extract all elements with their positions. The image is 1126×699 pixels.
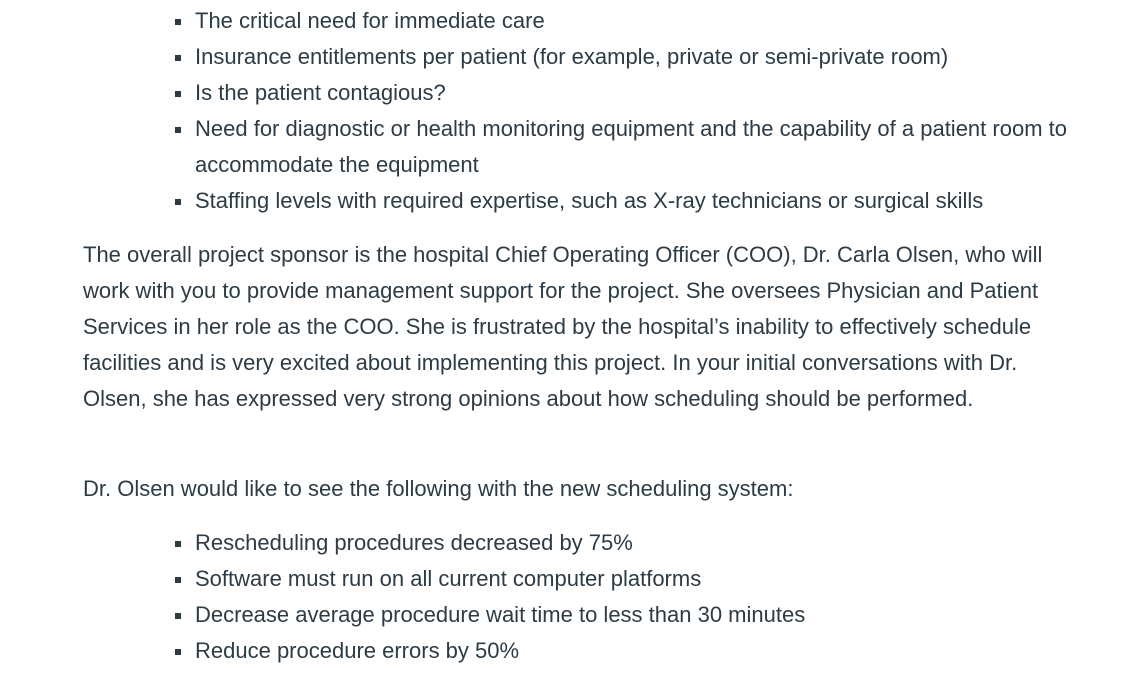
- list-item: [175, 75, 1075, 111]
- list-item: [175, 633, 1075, 669]
- list-item-text: Need for diagnostic or health monitoring equipment and the capability of a patient room to accommodate the equipment: [195, 116, 1067, 177]
- list-item: [175, 39, 1075, 75]
- list-item-text: Is the patient contagious?: [195, 80, 446, 105]
- bullet-marker: [175, 127, 181, 133]
- list-item-text: The critical need for immediate care: [195, 8, 545, 33]
- goals-list: [175, 525, 1075, 669]
- list-item-text: Rescheduling procedures decreased by 75%: [195, 530, 633, 555]
- bullet-marker: [175, 541, 181, 547]
- list-item: [175, 111, 1075, 183]
- bullet-marker: [175, 55, 181, 61]
- list-item: [175, 525, 1075, 561]
- bullet-marker: [175, 91, 181, 97]
- list-item-text: Staffing levels with required expertise, such as X-ray technicians or surgical skills: [195, 188, 984, 213]
- list-item: [175, 597, 1075, 633]
- criteria-list: [175, 3, 1075, 219]
- bullet-marker: [175, 19, 181, 25]
- list-item-text: Reduce procedure errors by 50%: [195, 638, 520, 663]
- list-item-text: Decrease average procedure wait time to less than 30 minutes: [195, 602, 806, 627]
- bullet-marker: [175, 199, 181, 205]
- list-item: [175, 183, 1075, 219]
- bullet-marker: [175, 649, 181, 655]
- bullet-marker: [175, 613, 181, 619]
- list-item: [175, 3, 1075, 39]
- goals-intro-paragraph: Dr. Olsen would like to see the following with the new scheduling system:: [83, 476, 794, 501]
- list-item: [175, 561, 1075, 597]
- bullet-marker: [175, 577, 181, 583]
- list-item-text: Insurance entitlements per patient (for example, private or semi-private room): [195, 44, 949, 69]
- sponsor-paragraph: The overall project sponsor is the hospital Chief Operating Officer (COO), Dr. Carla Olsen, who will work with you to provide management support for the project. She oversees Physician and Patient Services in her role as the COO. She is frustrated by the hospital’s inability to effectively schedule facilities and is very excited about implementing this project. In your initial conversations with Dr. Olsen, she has expressed very strong opinions about how scheduling should be performed.: [83, 242, 1043, 411]
- list-item-text: Software must run on all current computer platforms: [195, 566, 702, 591]
